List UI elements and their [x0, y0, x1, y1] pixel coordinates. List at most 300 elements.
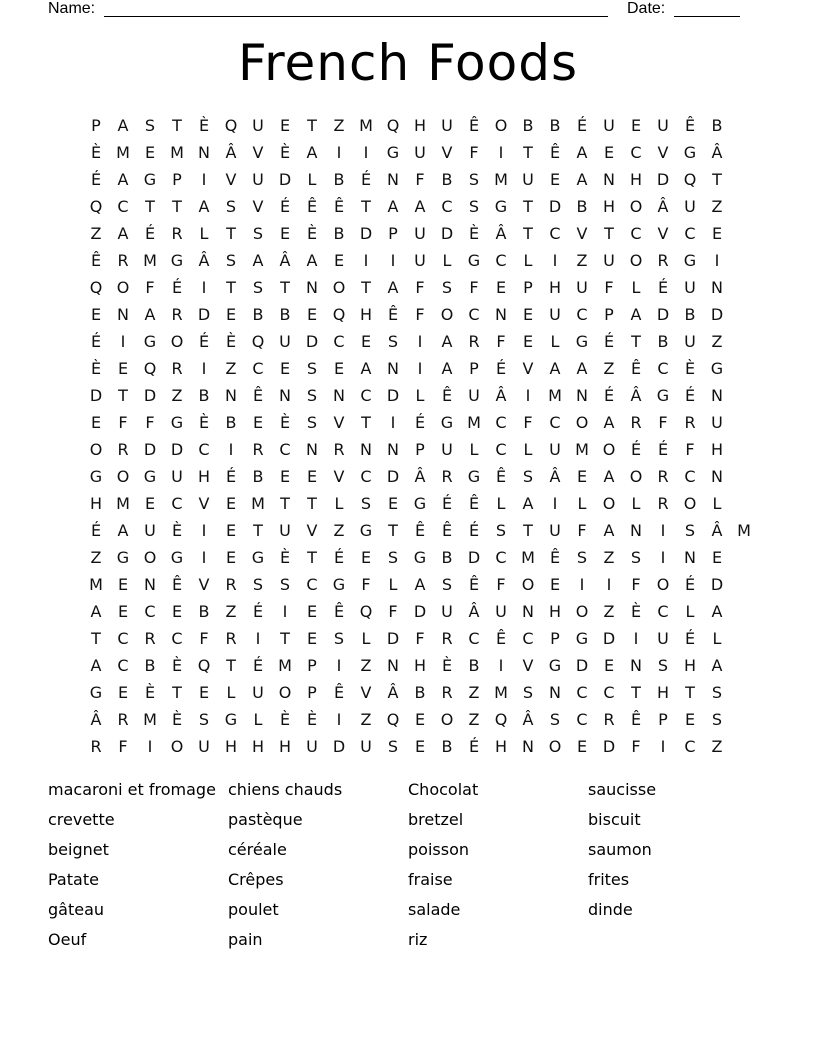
- grid-cell: C: [171, 494, 183, 513]
- grid-cell: S: [198, 710, 210, 729]
- grid-cell: Ê: [441, 521, 453, 540]
- grid-cell: G: [89, 683, 103, 702]
- grid-cell: A: [90, 602, 102, 621]
- grid-cell: A: [90, 656, 102, 675]
- word-list-item: beignet: [48, 840, 109, 859]
- grid-cell: L: [469, 440, 479, 459]
- grid-cell: M: [143, 251, 157, 270]
- grid-cell: H: [413, 116, 427, 135]
- grid-cell: È: [279, 143, 291, 162]
- grid-cell: T: [361, 278, 371, 297]
- grid-cell: F: [604, 278, 614, 297]
- grid-cell: Â: [630, 386, 642, 405]
- grid-cell: I: [201, 521, 207, 540]
- grid-cell: I: [633, 629, 639, 648]
- grid-cell: I: [336, 656, 342, 675]
- grid-cell: Ê: [252, 386, 264, 405]
- grid-cell: C: [360, 467, 372, 486]
- grid-cell: L: [199, 224, 209, 243]
- grid-cell: B: [144, 656, 156, 675]
- grid-cell: N: [198, 143, 210, 162]
- grid-cell: S: [522, 683, 534, 702]
- grid-cell: A: [414, 575, 426, 594]
- grid-cell: É: [684, 386, 696, 405]
- grid-cell: È: [279, 710, 291, 729]
- grid-cell: E: [279, 224, 291, 243]
- grid-cell: F: [415, 278, 425, 297]
- grid-cell: Ê: [387, 305, 399, 324]
- name-line: [104, 16, 608, 17]
- grid-cell: C: [576, 683, 588, 702]
- grid-cell: V: [333, 467, 345, 486]
- grid-cell: G: [413, 494, 427, 513]
- grid-cell: I: [201, 278, 207, 297]
- page-title: French Foods: [237, 34, 579, 92]
- grid-cell: D: [467, 548, 481, 567]
- grid-cell: F: [118, 737, 128, 756]
- grid-cell: B: [441, 548, 453, 567]
- grid-cell: E: [225, 305, 237, 324]
- header: [0, 0, 816, 20]
- grid-cell: L: [388, 575, 398, 594]
- grid-cell: E: [306, 305, 318, 324]
- grid-cell: Ê: [630, 359, 642, 378]
- grid-cell: D: [170, 440, 184, 459]
- grid-cell: B: [711, 116, 723, 135]
- grid-cell: G: [143, 467, 157, 486]
- grid-cell: Q: [224, 116, 238, 135]
- grid-cell: Â: [549, 467, 561, 486]
- grid-cell: I: [714, 251, 720, 270]
- grid-cell: Ê: [414, 521, 426, 540]
- grid-cell: N: [603, 170, 615, 189]
- grid-cell: I: [660, 521, 666, 540]
- grid-cell: É: [468, 521, 480, 540]
- grid-cell: P: [307, 683, 317, 702]
- grid-cell: P: [469, 359, 479, 378]
- grid-cell: U: [657, 116, 669, 135]
- grid-cell: È: [171, 521, 183, 540]
- grid-cell: A: [603, 521, 615, 540]
- word-list-item: crevette: [48, 810, 115, 829]
- grid-cell: G: [386, 143, 400, 162]
- grid-cell: È: [90, 143, 102, 162]
- date-label: Date:: [627, 0, 666, 17]
- word-list-item: Oeuf: [48, 930, 87, 949]
- grid-cell: G: [710, 359, 724, 378]
- grid-cell: I: [255, 629, 261, 648]
- grid-cell: H: [224, 737, 238, 756]
- grid-cell: D: [89, 386, 103, 405]
- grid-cell: B: [657, 332, 669, 351]
- grid-cell: N: [279, 386, 291, 405]
- word-list-item: bretzel: [408, 810, 464, 829]
- grid-cell: Z: [171, 386, 183, 405]
- grid-cell: B: [198, 386, 210, 405]
- grid-cell: A: [117, 116, 129, 135]
- grid-cell: I: [390, 251, 396, 270]
- grid-cell: T: [91, 629, 101, 648]
- grid-cell: U: [684, 332, 696, 351]
- grid-cell: P: [388, 224, 398, 243]
- grid-cell: Q: [683, 170, 697, 189]
- grid-cell: Ê: [549, 143, 561, 162]
- grid-cell: R: [225, 629, 237, 648]
- grid-cell: G: [683, 251, 697, 270]
- grid-cell: Q: [89, 197, 103, 216]
- grid-cell: Â: [90, 710, 102, 729]
- grid-cell: C: [117, 656, 129, 675]
- grid-cell: A: [711, 656, 723, 675]
- grid-cell: T: [280, 494, 290, 513]
- grid-cell: L: [523, 440, 533, 459]
- grid-cell: A: [144, 305, 156, 324]
- grid-cell: U: [441, 602, 453, 621]
- grid-cell: E: [387, 494, 399, 513]
- grid-cell: Z: [603, 602, 615, 621]
- grid-cell: E: [171, 602, 183, 621]
- grid-cell: H: [629, 170, 643, 189]
- grid-cell: T: [118, 386, 128, 405]
- grid-cell: É: [279, 197, 291, 216]
- grid-cell: N: [711, 386, 723, 405]
- grid-cell: I: [660, 548, 666, 567]
- grid-cell: O: [494, 116, 508, 135]
- grid-cell: È: [306, 710, 318, 729]
- grid-cell: C: [468, 305, 480, 324]
- grid-cell: C: [684, 224, 696, 243]
- grid-cell: B: [684, 305, 696, 324]
- grid-cell: È: [225, 332, 237, 351]
- grid-cell: I: [201, 548, 207, 567]
- grid-cell: I: [525, 386, 531, 405]
- grid-cell: Ê: [630, 710, 642, 729]
- name-label: Name:: [48, 0, 96, 17]
- grid-cell: É: [360, 170, 372, 189]
- grid-cell: A: [117, 170, 129, 189]
- grid-cell: B: [576, 197, 588, 216]
- grid-cell: È: [279, 548, 291, 567]
- grid-cell: O: [170, 737, 184, 756]
- grid-cell: Â: [414, 467, 426, 486]
- grid-cell: O: [332, 278, 346, 297]
- grid-cell: U: [711, 413, 723, 432]
- grid-cell: F: [145, 278, 155, 297]
- grid-cell: E: [117, 575, 129, 594]
- grid-cell: F: [469, 278, 479, 297]
- grid-cell: L: [631, 494, 641, 513]
- grid-cell: Ê: [333, 683, 345, 702]
- grid-cell: C: [657, 359, 669, 378]
- grid-cell: F: [415, 305, 425, 324]
- grid-cell: C: [495, 440, 507, 459]
- grid-cell: Ê: [333, 602, 345, 621]
- grid-cell: T: [631, 332, 641, 351]
- grid-cell: E: [576, 467, 588, 486]
- grid-cell: S: [252, 278, 264, 297]
- grid-cell: B: [333, 170, 345, 189]
- grid-cell: M: [548, 386, 562, 405]
- grid-cell: L: [415, 386, 425, 405]
- grid-cell: D: [656, 170, 670, 189]
- grid-cell: B: [549, 116, 561, 135]
- grid-cell: F: [685, 440, 695, 459]
- grid-cell: R: [657, 494, 669, 513]
- grid-cell: O: [440, 710, 454, 729]
- grid-cell: E: [711, 224, 723, 243]
- grid-cell: C: [630, 224, 642, 243]
- grid-cell: C: [684, 467, 696, 486]
- grid-cell: D: [602, 737, 616, 756]
- word-list-item: dinde: [588, 900, 633, 919]
- grid-cell: B: [333, 224, 345, 243]
- grid-cell: N: [360, 440, 372, 459]
- grid-cell: V: [657, 143, 669, 162]
- grid-cell: M: [116, 143, 130, 162]
- grid-cell: L: [631, 278, 641, 297]
- grid-cell: I: [498, 143, 504, 162]
- grid-cell: M: [737, 521, 751, 540]
- grid-cell: N: [549, 683, 561, 702]
- grid-cell: Ê: [468, 494, 480, 513]
- date-line: [674, 16, 740, 17]
- grid-cell: D: [575, 656, 589, 675]
- word-list-item: chiens chauds: [228, 780, 343, 799]
- grid-cell: É: [684, 629, 696, 648]
- grid-cell: A: [603, 413, 615, 432]
- grid-cell: G: [494, 197, 508, 216]
- grid-cell: C: [468, 629, 480, 648]
- grid-cell: C: [495, 413, 507, 432]
- grid-cell: H: [413, 656, 427, 675]
- word-list-item: poulet: [228, 900, 279, 919]
- grid-cell: É: [576, 116, 588, 135]
- grid-cell: T: [631, 683, 641, 702]
- grid-cell: Z: [90, 224, 102, 243]
- grid-cell: V: [522, 656, 534, 675]
- grid-cell: U: [306, 737, 318, 756]
- grid-cell: Â: [657, 197, 669, 216]
- grid-cell: R: [90, 737, 102, 756]
- grid-cell: N: [387, 656, 399, 675]
- grid-cell: B: [414, 683, 426, 702]
- grid-cell: A: [414, 197, 426, 216]
- grid-cell: E: [630, 116, 642, 135]
- grid-cell: L: [685, 602, 695, 621]
- grid-cell: E: [279, 116, 291, 135]
- grid-cell: I: [417, 332, 423, 351]
- grid-cell: H: [278, 737, 292, 756]
- grid-cell: D: [710, 575, 724, 594]
- grid-cell: Z: [603, 548, 615, 567]
- grid-cell: F: [415, 170, 425, 189]
- grid-cell: Z: [333, 521, 345, 540]
- grid-cell: O: [116, 278, 130, 297]
- grid-cell: I: [660, 737, 666, 756]
- grid-cell: P: [172, 170, 182, 189]
- grid-cell: Ê: [684, 116, 696, 135]
- grid-cell: Ê: [495, 467, 507, 486]
- grid-cell: G: [656, 386, 670, 405]
- grid-cell: È: [279, 413, 291, 432]
- grid-cell: P: [91, 116, 101, 135]
- grid-cell: R: [144, 629, 156, 648]
- grid-cell: A: [630, 305, 642, 324]
- grid-cell: E: [711, 548, 723, 567]
- grid-cell: I: [417, 359, 423, 378]
- grid-cell: È: [198, 116, 210, 135]
- grid-cell: R: [117, 251, 129, 270]
- grid-cell: A: [576, 143, 588, 162]
- grid-cell: P: [523, 278, 533, 297]
- grid-cell: G: [548, 656, 562, 675]
- grid-cell: Ê: [333, 197, 345, 216]
- grid-cell: R: [684, 413, 696, 432]
- word-list-item: riz: [408, 930, 428, 949]
- grid-cell: O: [602, 494, 616, 513]
- grid-cell: U: [549, 305, 561, 324]
- grid-cell: S: [387, 332, 399, 351]
- grid-cell: S: [657, 656, 669, 675]
- grid-cell: M: [170, 143, 184, 162]
- grid-cell: C: [441, 197, 453, 216]
- grid-cell: È: [144, 683, 156, 702]
- grid-cell: R: [117, 440, 129, 459]
- grid-cell: D: [440, 224, 454, 243]
- grid-cell: È: [90, 359, 102, 378]
- grid-cell: É: [90, 521, 102, 540]
- grid-cell: Q: [197, 656, 211, 675]
- grid-cell: B: [252, 467, 264, 486]
- grid-cell: U: [603, 116, 615, 135]
- grid-cell: È: [171, 710, 183, 729]
- grid-cell: D: [386, 467, 400, 486]
- grid-cell: S: [306, 413, 318, 432]
- grid-cell: P: [604, 305, 614, 324]
- grid-cell: Z: [468, 683, 480, 702]
- grid-cell: R: [225, 575, 237, 594]
- grid-cell: I: [282, 602, 288, 621]
- grid-cell: L: [712, 494, 722, 513]
- grid-cell: E: [279, 359, 291, 378]
- grid-cell: U: [522, 170, 534, 189]
- grid-cell: T: [226, 224, 236, 243]
- grid-cell: C: [495, 548, 507, 567]
- grid-cell: É: [90, 332, 102, 351]
- grid-cell: L: [577, 494, 587, 513]
- grid-cell: H: [197, 467, 211, 486]
- grid-cell: U: [684, 278, 696, 297]
- grid-cell: E: [522, 305, 534, 324]
- grid-cell: R: [441, 467, 453, 486]
- grid-cell: Z: [360, 656, 372, 675]
- grid-cell: Ê: [468, 575, 480, 594]
- grid-cell: C: [630, 143, 642, 162]
- grid-cell: G: [683, 143, 697, 162]
- grid-cell: N: [522, 602, 534, 621]
- grid-cell: V: [252, 143, 264, 162]
- grid-cell: U: [360, 737, 372, 756]
- grid-cell: E: [360, 548, 372, 567]
- grid-cell: D: [359, 224, 373, 243]
- grid-cell: G: [116, 548, 130, 567]
- grid-cell: F: [118, 413, 128, 432]
- grid-cell: Â: [495, 224, 507, 243]
- grid-cell: E: [279, 467, 291, 486]
- grid-cell: E: [414, 710, 426, 729]
- grid-cell: S: [252, 575, 264, 594]
- grid-cell: D: [332, 737, 346, 756]
- grid-cell: T: [361, 197, 371, 216]
- grid-cell: S: [468, 170, 480, 189]
- grid-cell: È: [306, 224, 318, 243]
- grid-cell: Ê: [90, 251, 102, 270]
- grid-cell: E: [414, 737, 426, 756]
- grid-cell: I: [147, 737, 153, 756]
- grid-cell: Z: [711, 197, 723, 216]
- grid-cell: M: [278, 656, 292, 675]
- grid-cell: G: [143, 170, 157, 189]
- grid-cell: R: [441, 683, 453, 702]
- grid-cell: U: [414, 224, 426, 243]
- word-list-item: macaroni et fromage: [48, 780, 216, 799]
- grid-cell: I: [363, 251, 369, 270]
- grid-cell: Â: [711, 143, 723, 162]
- grid-cell: A: [576, 170, 588, 189]
- grid-cell: P: [415, 440, 425, 459]
- grid-cell: T: [172, 116, 182, 135]
- grid-cell: G: [170, 251, 184, 270]
- grid-cell: B: [468, 656, 480, 675]
- grid-cell: F: [631, 737, 641, 756]
- grid-cell: Z: [360, 710, 372, 729]
- grid-cell: E: [252, 413, 264, 432]
- grid-cell: L: [523, 251, 533, 270]
- grid-cell: G: [467, 251, 481, 270]
- grid-cell: I: [201, 359, 207, 378]
- grid-cell: C: [144, 602, 156, 621]
- grid-cell: H: [89, 494, 103, 513]
- grid-cell: N: [387, 359, 399, 378]
- grid-cell: D: [602, 629, 616, 648]
- grid-cell: N: [333, 386, 345, 405]
- grid-cell: S: [711, 710, 723, 729]
- grid-cell: É: [252, 656, 264, 675]
- grid-cell: S: [630, 548, 642, 567]
- grid-cell: U: [549, 440, 561, 459]
- grid-cell: M: [359, 116, 373, 135]
- grid-cell: È: [441, 656, 453, 675]
- grid-cell: M: [575, 440, 589, 459]
- grid-cell: O: [629, 197, 643, 216]
- grid-cell: F: [469, 143, 479, 162]
- grid-cell: S: [360, 494, 372, 513]
- grid-cell: T: [253, 521, 263, 540]
- grid-cell: I: [606, 575, 612, 594]
- grid-cell: A: [603, 467, 615, 486]
- grid-cell: Z: [333, 116, 345, 135]
- grid-cell: L: [361, 629, 371, 648]
- grid-cell: U: [576, 278, 588, 297]
- grid-cell: N: [387, 440, 399, 459]
- grid-cell: F: [658, 413, 668, 432]
- grid-cell: N: [144, 575, 156, 594]
- grid-cell: Â: [495, 386, 507, 405]
- grid-cell: Z: [225, 359, 237, 378]
- grid-cell: B: [279, 305, 291, 324]
- word-list-item: céréale: [228, 840, 287, 859]
- grid-cell: C: [252, 359, 264, 378]
